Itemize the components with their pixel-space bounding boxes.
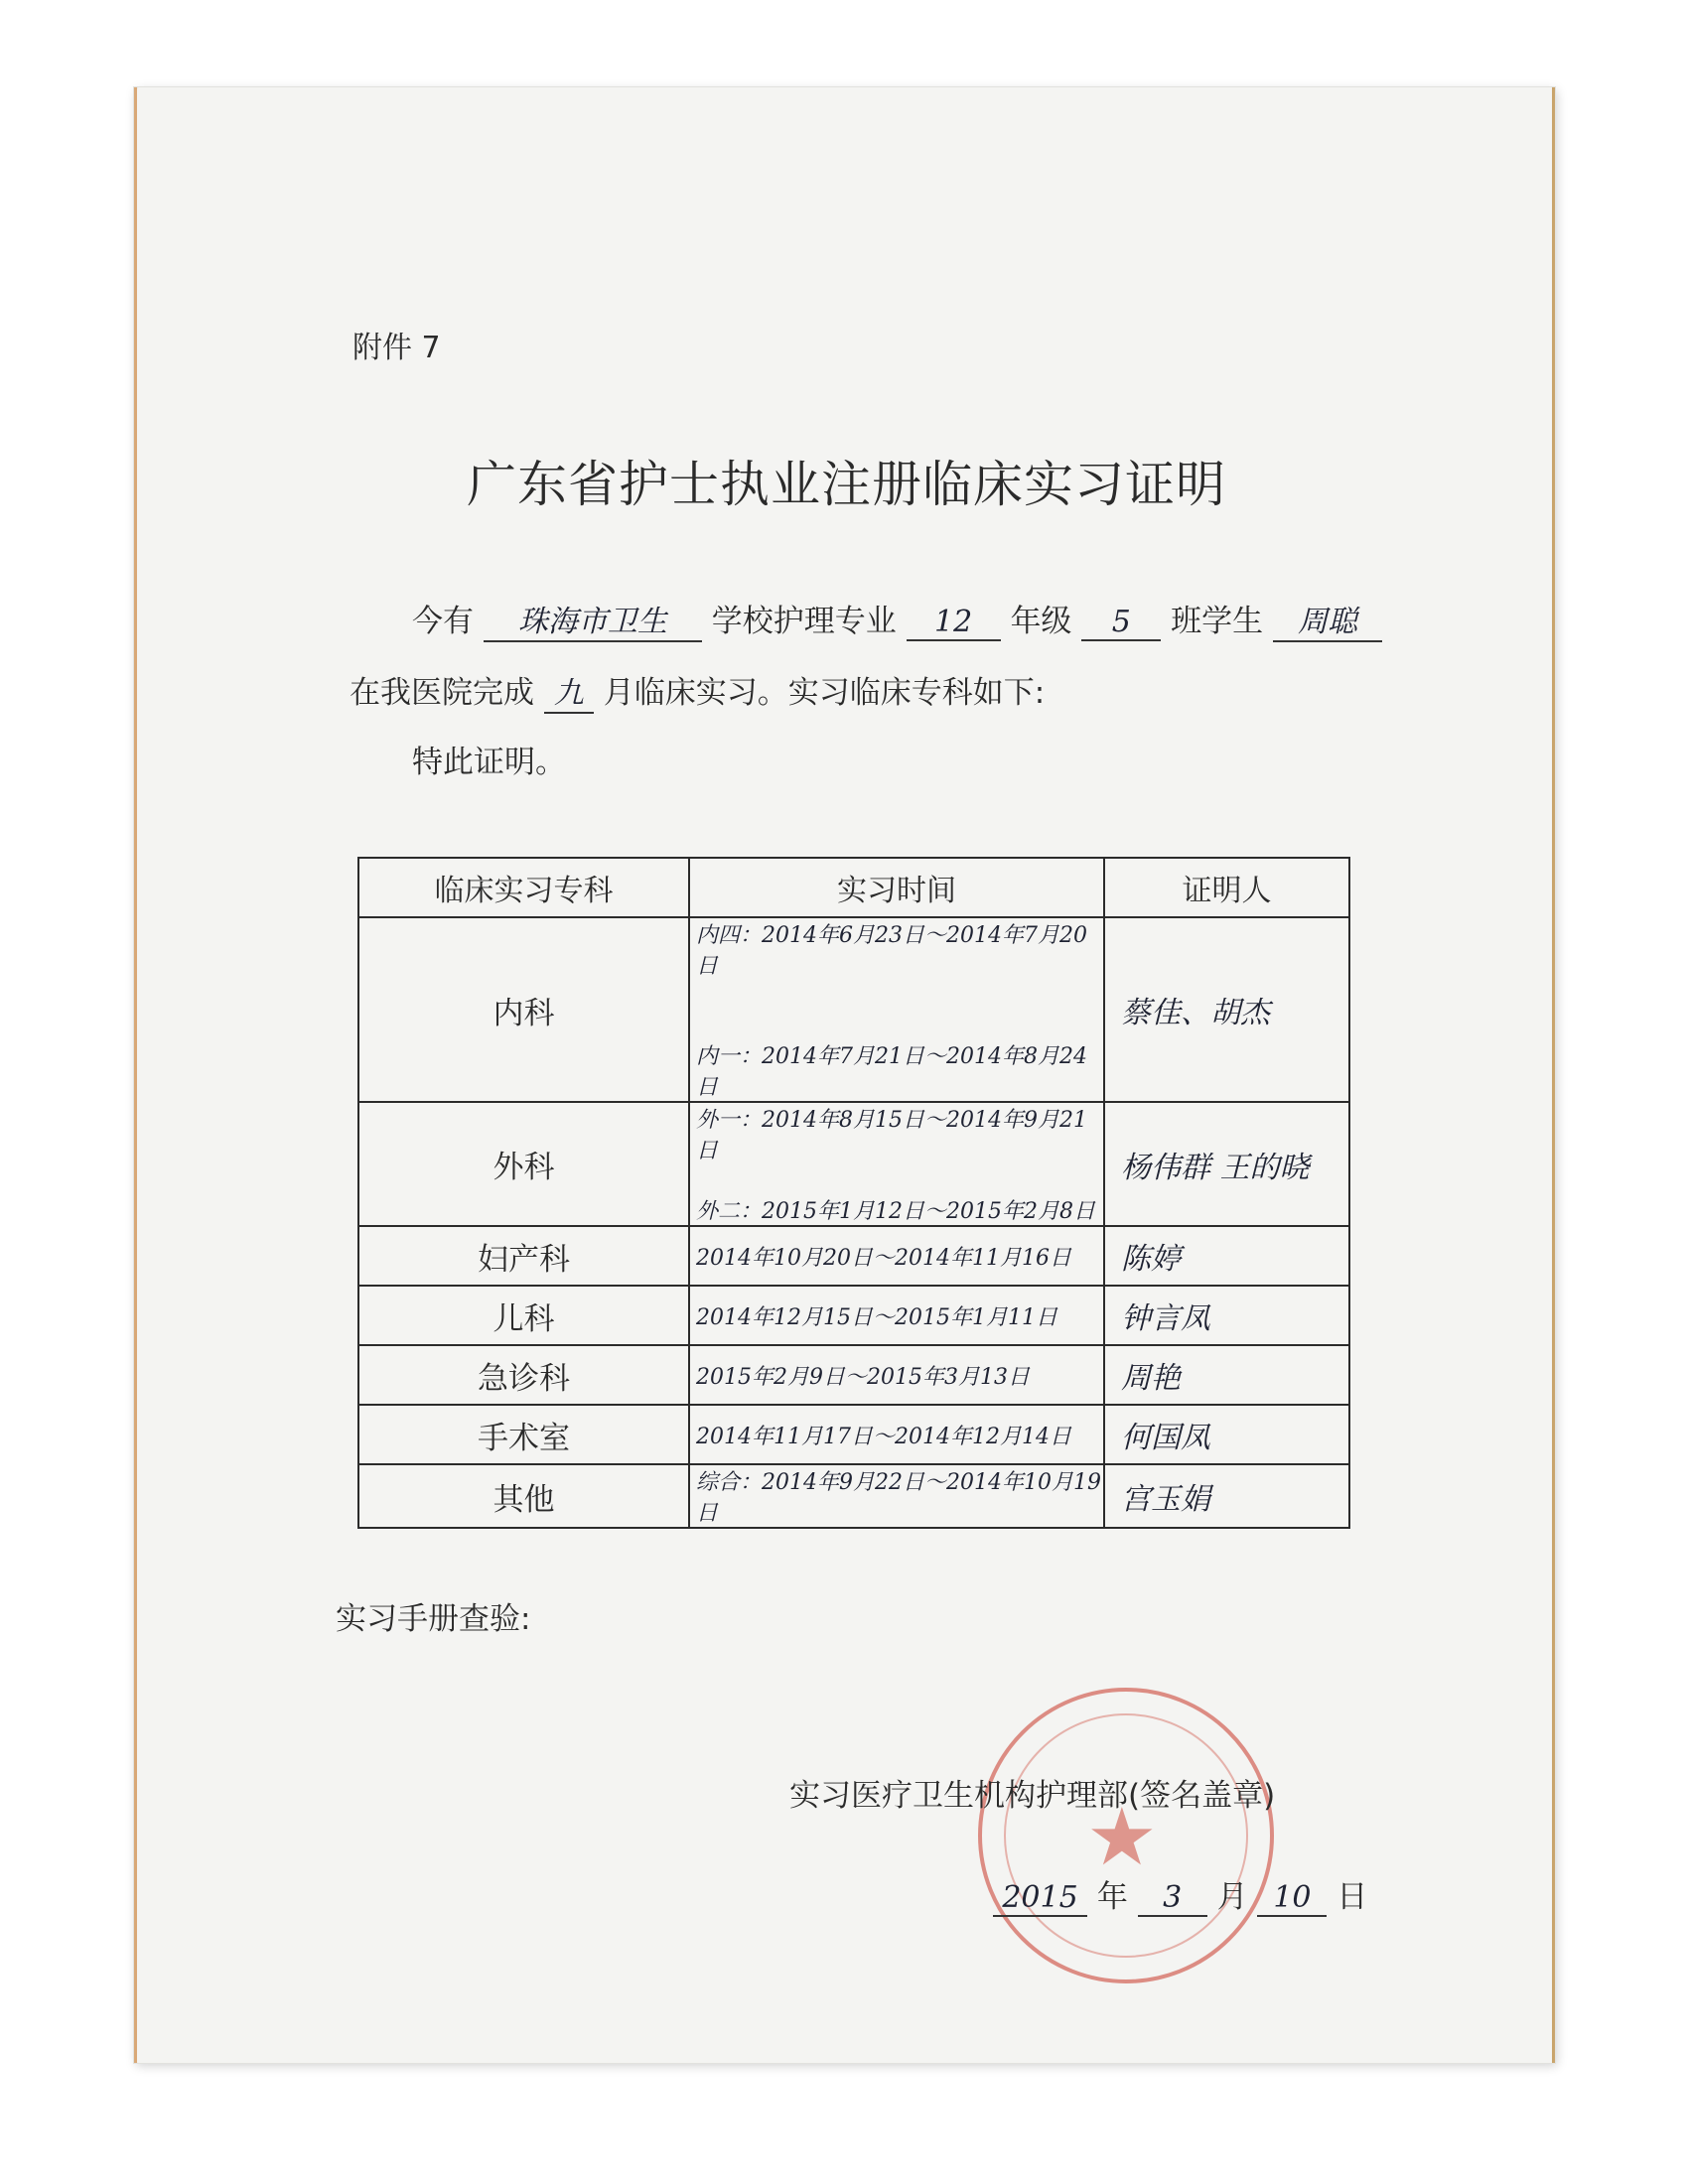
time-cell: 2014年12月15日～2015年1月11日 — [689, 1286, 1104, 1345]
witness-signature: 蔡佳、胡杰 — [1104, 917, 1349, 1102]
department-cell: 外科 — [358, 1102, 689, 1226]
year-field: 12 — [907, 604, 1001, 641]
table-header-row — [358, 858, 1349, 917]
certify-line: 特此证明。 — [412, 745, 566, 780]
time-cell: 2014年10月20日～2014年11月16日 — [689, 1226, 1104, 1286]
table-row — [358, 1464, 1349, 1528]
department-cell: 急诊科 — [358, 1345, 689, 1405]
header-time: 实习时间 — [689, 858, 1104, 917]
time-cell: 2015年2月9日～2015年3月13日 — [689, 1345, 1104, 1405]
table-row — [358, 917, 1349, 1102]
table-row — [358, 1286, 1349, 1345]
time-cell: 2014年11月17日～2014年12月14日 — [689, 1405, 1104, 1464]
completion-line: 在我医院完成 九 月临床实习。实习临床专科如下: — [350, 667, 1045, 714]
department-cell: 内科 — [358, 917, 689, 1102]
department-cell: 其他 — [358, 1464, 689, 1528]
witness-signature: 何国凤 — [1104, 1405, 1349, 1464]
time-cell: 外一：2014年8月15日～2014年9月21日 外二：2015年1月12日～2015年2月8日 — [689, 1102, 1104, 1226]
witness-signature: 宫玉娟 — [1104, 1464, 1349, 1528]
student-field: 周聪 — [1273, 597, 1382, 642]
school-field: 珠海市卫生 — [484, 597, 702, 642]
department-cell: 儿科 — [358, 1286, 689, 1345]
table-row — [358, 1345, 1349, 1405]
handbook-check-label: 实习手册查验: — [336, 1601, 531, 1637]
time-cell: 综合：2014年9月22日～2014年10月19日 — [689, 1464, 1104, 1528]
date-line: 2015 年 3 月 10 日 — [993, 1871, 1367, 1917]
table-row — [358, 1102, 1349, 1226]
months-field: 九 — [544, 668, 594, 714]
date-year: 2015 — [1002, 1880, 1078, 1915]
header-witness: 证明人 — [1104, 858, 1349, 917]
date-month: 3 — [1163, 1880, 1183, 1915]
department-cell: 手术室 — [358, 1405, 689, 1464]
witness-signature: 周艳 — [1104, 1345, 1349, 1405]
header-department: 临床实习专科 — [358, 858, 689, 917]
witness-signature: 陈婷 — [1104, 1226, 1349, 1286]
internship-table — [357, 857, 1350, 1529]
date-day: 10 — [1273, 1880, 1312, 1915]
table-row — [358, 1405, 1349, 1464]
document-title: 广东省护士执业注册临床实习证明 — [467, 456, 1226, 513]
attachment-label: 附件 7 — [352, 331, 441, 365]
witness-signature: 杨伟群 王的晓 — [1104, 1102, 1349, 1226]
star-icon: ★ — [1086, 1791, 1158, 1883]
table-row — [358, 1226, 1349, 1286]
intro-line: 今有 珠海市卫生 学校护理专业 12 年级 5 班学生 周聪 — [412, 596, 1382, 642]
hospital-seal — [978, 1688, 1274, 1983]
department-cell: 妇产科 — [358, 1226, 689, 1286]
witness-signature: 钟言凤 — [1104, 1286, 1349, 1345]
time-cell: 内四：2014年6月23日～2014年7月20日 内一：2014年7月21日～2014年8月24日 — [689, 917, 1104, 1102]
signature-label: 实习医疗卫生机构护理部(签名盖章) — [789, 1778, 1276, 1814]
class-field: 5 — [1081, 604, 1161, 641]
